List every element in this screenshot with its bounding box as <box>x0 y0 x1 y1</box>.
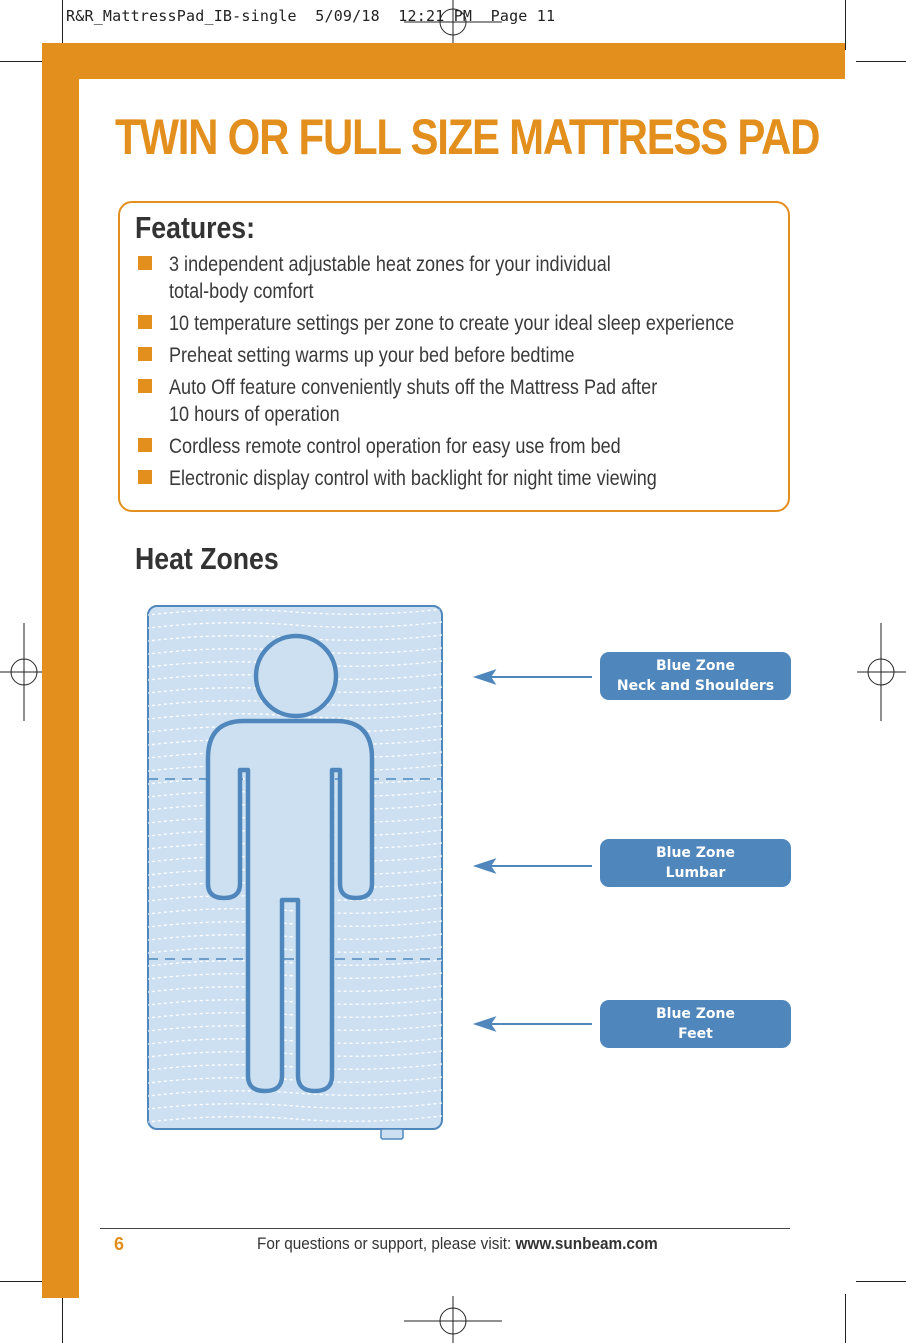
feature-text: Cordless remote control operation for easy use from bed <box>169 435 621 458</box>
feature-text: 10 temperature settings per zone to create your ideal sleep experience <box>169 312 735 335</box>
zone-name: Blue Zone <box>655 658 736 674</box>
feature-text: Preheat setting warms up your bed before bedtime <box>169 344 575 367</box>
feature-text: 3 independent adjustable heat zones for your individual <box>169 253 611 276</box>
control-connector-icon <box>381 1129 403 1139</box>
bullet-square-icon <box>138 379 152 393</box>
zone-arrows <box>470 660 600 1040</box>
bullet-square-icon <box>138 347 152 361</box>
bullet-square-icon <box>138 315 152 329</box>
feature-text: Auto Off feature conveniently shuts off the Mattress Pad after <box>169 376 658 399</box>
zone-area: Feet <box>678 1026 713 1042</box>
zone-area: Neck and Shoulders <box>616 678 775 694</box>
support-link[interactable]: www.sunbeam.com <box>515 1234 658 1253</box>
footer-divider <box>100 1228 790 1229</box>
feature-text: 10 hours of operation <box>169 403 340 426</box>
zone-area: Lumbar <box>665 865 726 881</box>
orange-header-bar <box>42 43 845 79</box>
orange-side-bar <box>42 43 79 1298</box>
bullet-square-icon <box>138 256 152 270</box>
feature-item <box>138 342 788 369</box>
feature-item <box>138 251 788 305</box>
feature-item <box>138 374 788 428</box>
feature-item <box>138 310 788 337</box>
zone-label-lumbar <box>600 839 791 887</box>
mattress-diagram <box>140 600 450 1145</box>
zone-label-neck-shoulders <box>600 652 791 700</box>
zone-name: Blue Zone <box>655 1006 736 1022</box>
feature-text: Electronic display control with backlight for night time viewing <box>169 467 657 490</box>
feature-text: total-body comfort <box>169 280 314 303</box>
page-number: 6 <box>114 1234 125 1254</box>
page-title: TWIN OR FULL SIZE MATTRESS PAD <box>115 109 820 165</box>
heat-zones-heading: Heat Zones <box>135 541 279 576</box>
feature-item <box>138 465 788 492</box>
print-slug: R&R_MattressPad_IB-single 5/09/18 12:21 PM Page 11 <box>66 7 556 25</box>
support-text: For questions or support, please visit: <box>257 1234 516 1253</box>
features-list <box>138 251 788 497</box>
features-heading: Features: <box>135 210 256 245</box>
feature-item <box>138 433 788 460</box>
bullet-square-icon <box>138 438 152 452</box>
footer-support <box>257 1234 658 1254</box>
zone-label-feet <box>600 1000 791 1048</box>
bullet-square-icon <box>138 470 152 484</box>
zone-name: Blue Zone <box>655 845 736 861</box>
